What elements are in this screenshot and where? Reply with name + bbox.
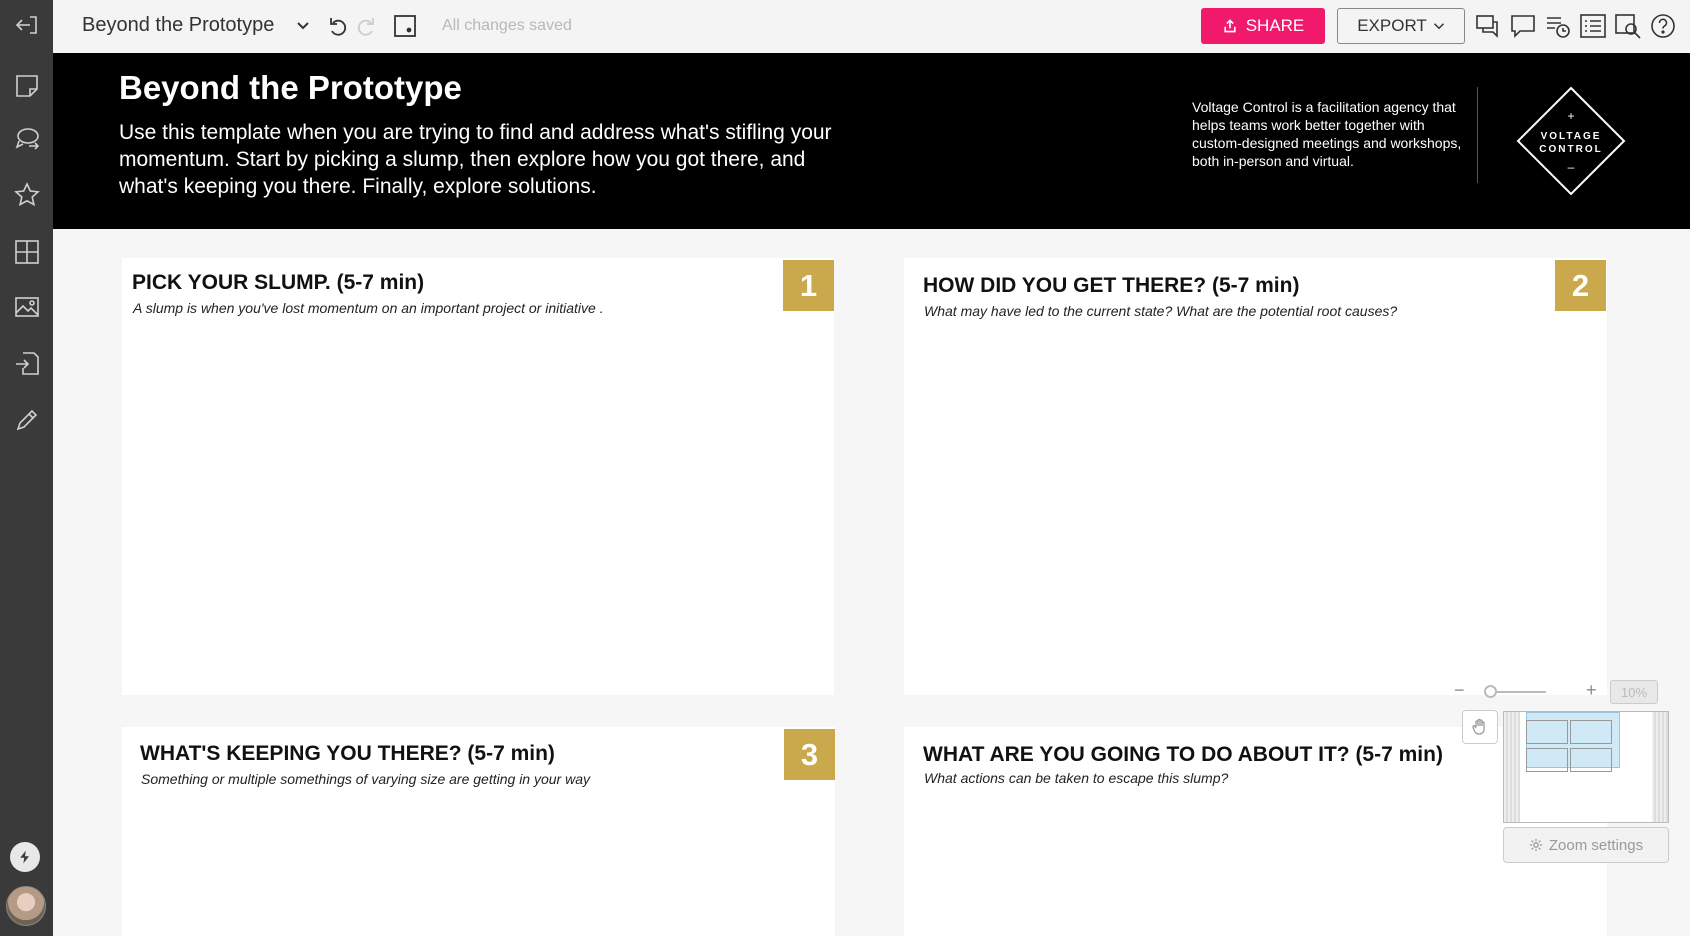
outline-icon[interactable] [1579,12,1607,40]
logo-plus: + [1567,109,1575,123]
comment-icon[interactable] [1509,12,1537,40]
minimap-panel [1570,720,1612,744]
share-label: SHARE [1245,16,1305,35]
panel-title: WHAT'S KEEPING YOU THERE? (5-7 min) [140,742,555,765]
minimap-panel [1526,748,1568,772]
lightning-icon[interactable] [10,842,40,872]
step-badge: 1 [783,260,834,311]
zoom-in-button[interactable]: + [1586,680,1597,700]
template-banner [53,53,1690,229]
minimap-edge [1504,712,1520,822]
panel-pick-slump[interactable] [122,258,834,695]
share-button[interactable] [1201,8,1325,44]
step-badge: 2 [1555,260,1606,311]
pen-icon[interactable] [0,400,53,440]
undo-icon[interactable] [326,14,350,38]
share-icon [1222,18,1238,34]
save-status: All changes saved [442,17,572,34]
zoom-out-button[interactable]: − [1454,680,1465,700]
grid-icon[interactable] [0,232,53,272]
board-canvas[interactable] [53,53,1690,936]
export-button[interactable] [1337,8,1465,44]
activity-icon[interactable] [1544,12,1572,40]
redo-icon[interactable] [354,14,378,38]
search-icon[interactable] [1614,12,1642,40]
image-icon[interactable] [0,287,53,327]
panel-title: WHAT ARE YOU GOING TO DO ABOUT IT? (5-7 min) [923,743,1443,766]
minimap-panel [1570,748,1612,772]
comment-shape-icon[interactable] [0,119,53,159]
help-icon[interactable] [1649,12,1677,40]
star-icon[interactable] [0,175,53,215]
panel-subtitle: What may have led to the current state? What are the potential root causes? [924,303,1398,319]
zoom-settings-button[interactable] [1503,827,1669,863]
logo-line1: VOLTAGE [1540,131,1602,142]
panel-subtitle: Something or multiple somethings of varying size are getting in your way [141,771,590,787]
banner-divider [1477,87,1478,183]
banner-description: Use this template when you are trying to find and address what's stifling your momentum. Start by picking a slump, then explore how you got there, and what's keeping you there. Finally, explore solutions. [119,121,832,198]
voltage-control-logo [1516,86,1626,196]
panel-how-got-there[interactable] [904,258,1607,695]
zoom-widget [1446,674,1676,936]
exit-icon[interactable] [0,5,53,45]
avatar[interactable] [6,886,46,926]
zoom-slider-handle[interactable] [1484,685,1497,698]
hand-icon [1470,717,1490,737]
chevron-down-icon [1433,20,1445,32]
top-toolbar [53,0,1690,53]
logo-line2: CONTROL [1539,144,1603,155]
panel-keeping-you-there[interactable] [122,727,835,936]
import-icon[interactable] [0,343,53,383]
sticky-note-icon[interactable] [0,66,53,106]
panel-title: HOW DID YOU GET THERE? (5-7 min) [923,274,1300,297]
minimap-edge [1652,712,1668,822]
zoom-settings-label: Zoom settings [1548,836,1644,854]
banner-title: Beyond the Prototype [119,69,462,106]
minimap[interactable] [1503,711,1669,823]
frame-icon[interactable] [393,14,417,38]
gear-icon [1529,838,1543,852]
left-toolbar [0,0,53,936]
step-badge: 3 [784,729,835,780]
board-title[interactable]: Beyond the Prototype [82,14,275,36]
export-label: EXPORT [1357,16,1427,35]
chevron-down-icon[interactable] [295,18,311,34]
zoom-level[interactable]: 10% [1610,680,1658,704]
minimap-panel [1526,720,1568,744]
logo-minus: – [1567,160,1575,174]
panel-subtitle: A slump is when you've lost momentum on an important project or initiative . [133,300,604,316]
banner-about: Voltage Control is a facilitation agency that helps teams work better together with custom-designed meetings and workshops, both in-person and virtual. [1192,99,1462,169]
pan-hand-button[interactable] [1462,710,1498,744]
chat-icon[interactable] [1474,12,1502,40]
panel-title: PICK YOUR SLUMP. (5-7 min) [132,271,425,294]
panel-subtitle: What actions can be taken to escape this slump? [924,770,1229,786]
